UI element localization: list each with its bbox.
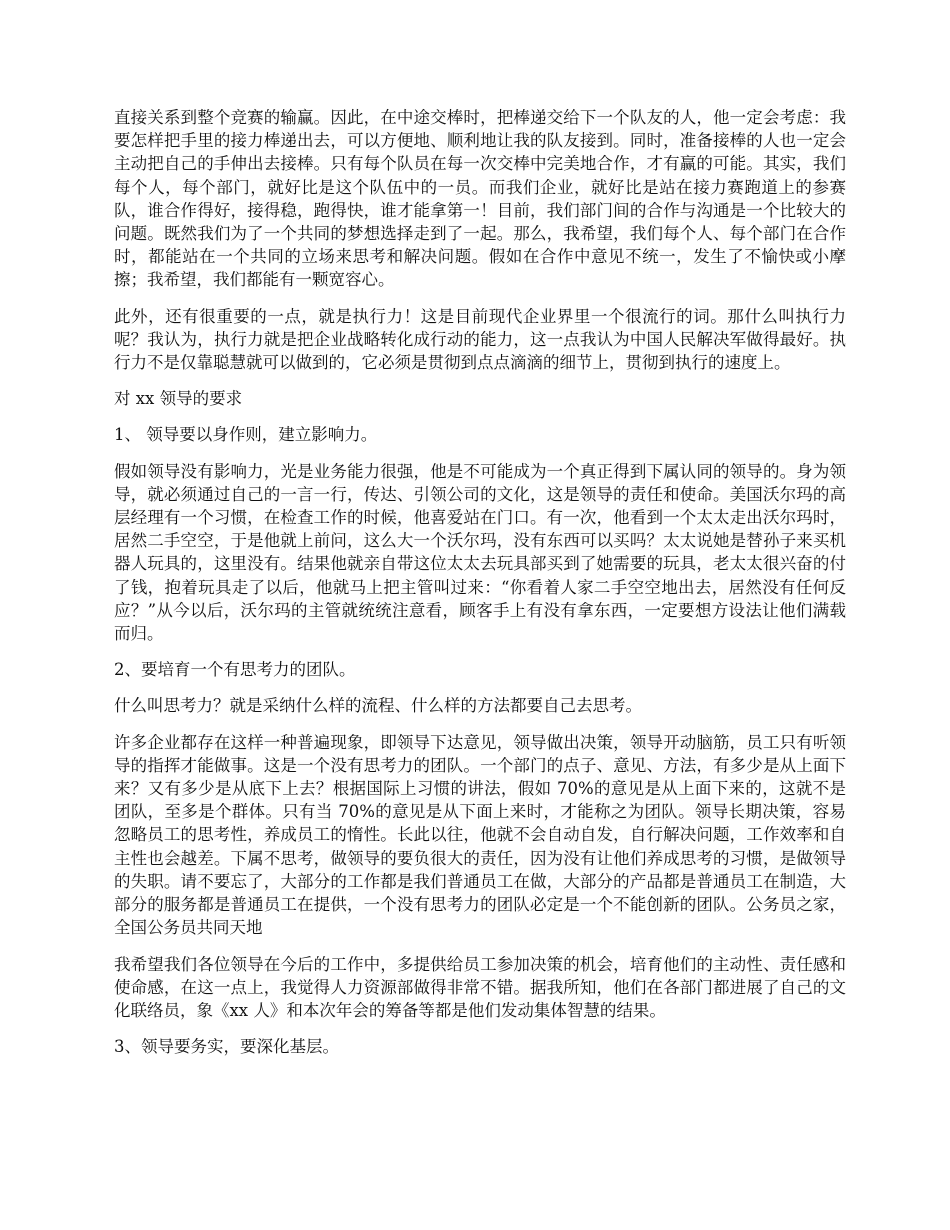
paragraph-influence: 假如领导没有影响力，光是业务能力很强，他是不可能成为一个真正得到下属认同的领导的。身为领导，就必须通过自己的一言一行，传达、引领公司的文化，这是领导的责任和使命。美国沃尔玛的高层经理有一个习惯，在检查工作的时候，他喜爱站在门口。有一次，他看到一个太太走出沃尔玛时，居然二手空空，于是他就上前问，这么大一个沃尔玛，没有东西可以买吗？太太说她是替孙子来买机器人玩具的，这里没有。结果他就亲自带这位太太去玩具部买到了她需要的玩具，老太太很兴奋的付了钱，抱着玩具走了以后，他就马上把主管叫过来：“你看着人家二手空空地出去，居然没有任何反应？”从今以后，沃尔玛的主管就统统注意看，顾客手上有没有拿东西，一定要想方设法让他们满载而归。 bbox=[114, 461, 846, 644]
paragraph-execution: 此外，还有很重要的一点，就是执行力！这是目前现代企业界里一个很流行的词。那什么叫执行力呢？我认为，执行力就是把企业战略转化成行动的能力，这一点我认为中国人民解决军做得最好。执行力不是仅靠聪慧就可以做到的，它必须是贯彻到点点滴滴的细节上，贯彻到执行的速度上。 bbox=[114, 306, 846, 373]
paragraph-hope-leaders: 我希望我们各位领导在今后的工作中，多提供给员工参加决策的机会，培育他们的主动性、责任感和使命感，在这一点上，我觉得人力资源部做得非常不错。据我所知，他们在各部门都进展了自己的文化联络员，象《xx 人》和本次年会的筹备等都是他们发动集体智慧的结果。 bbox=[114, 954, 846, 1020]
document-page bbox=[114, 106, 846, 1071]
paragraph-thinking-definition: 什么叫思考力？就是采纳什么样的流程、什么样的方法都要自己去思考。 bbox=[114, 696, 642, 716]
list-item-1-heading: 1、 领导要以身作则，建立影响力。 bbox=[114, 425, 378, 445]
paragraph-teamwork: 直接关系到整个竞赛的输赢。因此，在中途交棒时，把棒递交给下一个队友的人，他一定会考虑：我要怎样把手里的接力棒递出去，可以方便地、顺利地让我的队友接到。同时，准备接棒的人也一定会主动把自己的手伸出去接棒。只有每个队员在每一次交棒中完美地合作，才有赢的可能。其实，我们每个人，每个部门，就好比是这个队伍中的一员。而我们企业，就好比是站在接力赛跑道上的参赛队，谁合作得好，接得稳，跑得快，谁才能拿第一！目前，我们部门间的合作与沟通是一个比较大的问题。既然我们为了一个共同的梦想选择走到了一起。那么，我希望，我们每个人、每个部门在合作时，都能站在一个共同的立场来思考和解决问题。假如在合作中意见不统一，发生了不愉快或小摩擦；我希望，我们都能有一颗宽容心。 bbox=[114, 108, 846, 290]
section-heading-leader-requirements: 对 xx 领导的要求 bbox=[114, 389, 243, 409]
list-item-2-heading: 2、要培育一个有思考力的团队。 bbox=[114, 660, 356, 680]
paragraph-thinking-team: 许多企业都存在这样一种普遍现象，即领导下达意见，领导做出决策，领导开动脑筋，员工只有听领导的指挥才能做事。这是一个没有思考力的团队。一个部门的点子、意见、方法，有多少是从上面下来？又有多少是从底下上去？根据国际上习惯的讲法，假如 70%的意见是从上面下来的，这就不是团队，至多是个群体。只有当 70%的意见是从下面上来时，才能称之为团队。领导长期决策，容易忽略员工的思考性，养成员工的惰性。长此以往，他就不会自动自发，自行解决问题，工作效率和自主性也会越差。下属不思考，做领导的要负很大的责任，因为没有让他们养成思考的习惯，是做领导的失职。请不要忘了，大部分的工作都是我们普通员工在做，大部分的产品都是普通员工在制造，大部分的服务都是普通员工在提供，一个没有思考力的团队必定是一个不能创新的团队。公务员之家，全国公务员共同天地 bbox=[114, 732, 846, 938]
list-item-3-heading: 3、领导要务实，要深化基层。 bbox=[114, 1037, 339, 1057]
